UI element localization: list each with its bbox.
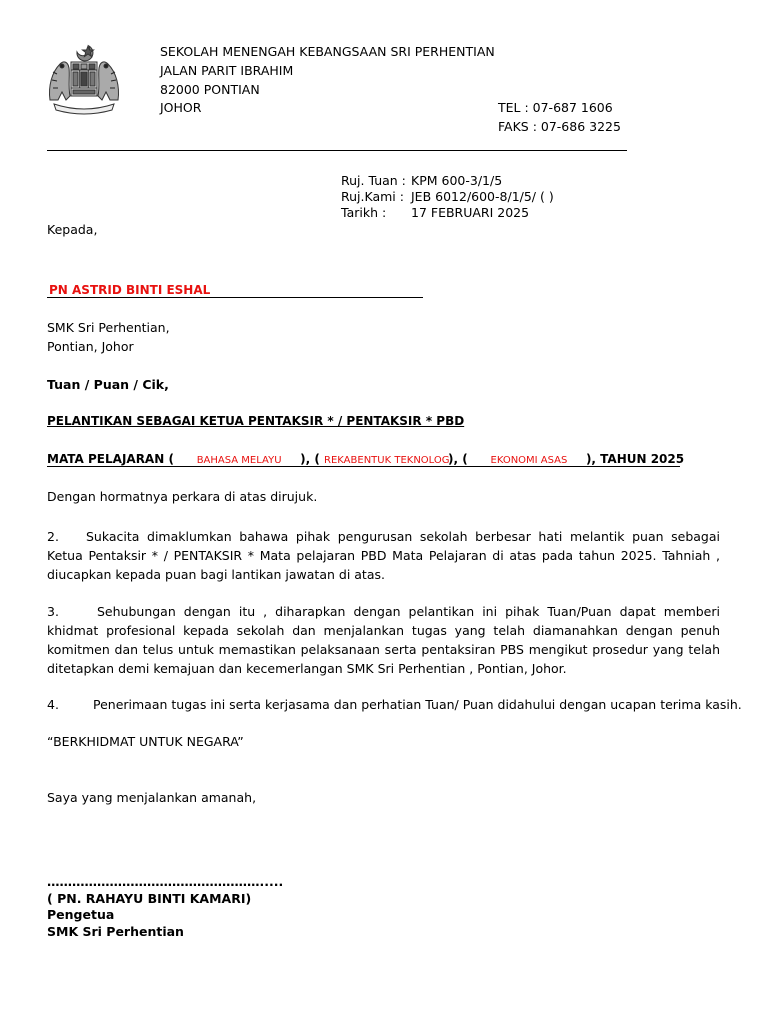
paragraph-4-number: 4. bbox=[47, 697, 59, 712]
date-label: Tarikh : bbox=[341, 205, 387, 220]
ref-kami-row bbox=[341, 189, 554, 205]
subject-underline bbox=[47, 466, 680, 467]
subject-sep2: ), ( bbox=[448, 452, 468, 466]
kepada: Kepada, bbox=[47, 222, 98, 237]
subject-tail: ), TAHUN 2025 bbox=[585, 452, 685, 466]
salutation: Tuan / Puan / Cik, bbox=[47, 377, 169, 392]
subject-2: REKABENTUK TEKNOLOGI bbox=[324, 455, 453, 466]
signatory-name: ( PN. RAHAYU BINTI KAMARI) bbox=[47, 891, 252, 906]
recipient-underline bbox=[47, 297, 423, 298]
telephone: TEL : 07-687 1606 bbox=[498, 100, 613, 115]
paragraph-4-text: Penerimaan tugas ini serta kerjasama dan perhatian Tuan/ Puan didahului dengan ucapan terima kasih. bbox=[93, 697, 742, 712]
recipient-name: PN ASTRID BINTI ESHAL bbox=[49, 283, 211, 297]
paragraph-3-text: Sehubungan dengan itu , diharapkan dengan pelantikan ini pihak Tuan/Puan dapat memberi khidmat profesional kepada sekolah dan menjalankan tugas yang telah diamanahkan dengan penuh komitmen dan telus untuk memastikan pelaksanaan serta pentaksiran PBS mengikut prosedur yang telah ditetapkan demi kemajuan dan kecemerlangan SMK Sri Perhentian , Pontian, Johor. bbox=[47, 604, 720, 676]
subject-line2 bbox=[47, 452, 684, 466]
motto: “BERKHIDMAT UNTUK NEGARA” bbox=[47, 734, 244, 749]
state: JOHOR bbox=[160, 100, 202, 115]
ref-kami-label: Ruj.Kami : bbox=[341, 189, 404, 204]
school-name: SEKOLAH MENENGAH KEBANGSAAN SRI PERHENTIAN bbox=[160, 44, 495, 59]
paragraph-2-text: Sukacita dimaklumkan bahawa pihak pengurusan sekolah berbesar hati melantik puan sebagai Ketua Pentaksir * / PENTAKSIR * Mata pelajaran PBD Mata Pelajaran di atas pada tahun 2025. Tahniah , diucapkan kepada puan bagi lantikan jawatan di atas. bbox=[47, 529, 720, 582]
ref-tuan-value: KPM 600-3/1/5 bbox=[411, 173, 503, 188]
postcode-city: 82000 PONTIAN bbox=[160, 82, 260, 97]
recipient-line2: Pontian, Johor bbox=[47, 339, 134, 354]
paragraph-2 bbox=[47, 527, 720, 584]
signatory-title: Pengetua bbox=[47, 907, 115, 922]
closing: Saya yang menjalankan amanah, bbox=[47, 790, 257, 805]
date-row bbox=[341, 205, 529, 221]
header-divider bbox=[47, 150, 627, 151]
recipient-line1: SMK Sri Perhentian, bbox=[47, 320, 170, 335]
paragraph-1: Dengan hormatnya perkara di atas dirujuk. bbox=[47, 489, 318, 504]
subject-3: EKONOMI ASAS bbox=[490, 455, 568, 466]
signature-dots: ……………………………………………..... bbox=[47, 874, 284, 889]
coat-of-arms-logo bbox=[44, 42, 124, 118]
ref-kami-value: JEB 6012/600-8/1/5/ ( ) bbox=[411, 189, 554, 204]
address-line: JALAN PARIT IBRAHIM bbox=[160, 63, 294, 78]
paragraph-2-number: 2. bbox=[47, 529, 59, 544]
subject-1: BAHASA MELAYU bbox=[196, 455, 282, 466]
paragraph-3 bbox=[47, 602, 720, 678]
paragraph-3-number: 3. bbox=[47, 604, 59, 619]
signatory-org: SMK Sri Perhentian bbox=[47, 924, 184, 939]
paragraph-4 bbox=[47, 697, 742, 712]
fax: FAKS : 07-686 3225 bbox=[498, 119, 621, 134]
subject-line1: PELANTIKAN SEBAGAI KETUA PENTAKSIR * / PENTAKSIR * PBD bbox=[47, 414, 465, 428]
ref-tuan-label: Ruj. Tuan : bbox=[341, 173, 406, 188]
ref-tuan-row bbox=[341, 173, 502, 189]
subject-mp-label: MATA PELAJARAN ( bbox=[47, 452, 174, 466]
subject-sep1: ), ( bbox=[300, 452, 320, 466]
date-value: 17 FEBRUARI 2025 bbox=[411, 205, 530, 220]
